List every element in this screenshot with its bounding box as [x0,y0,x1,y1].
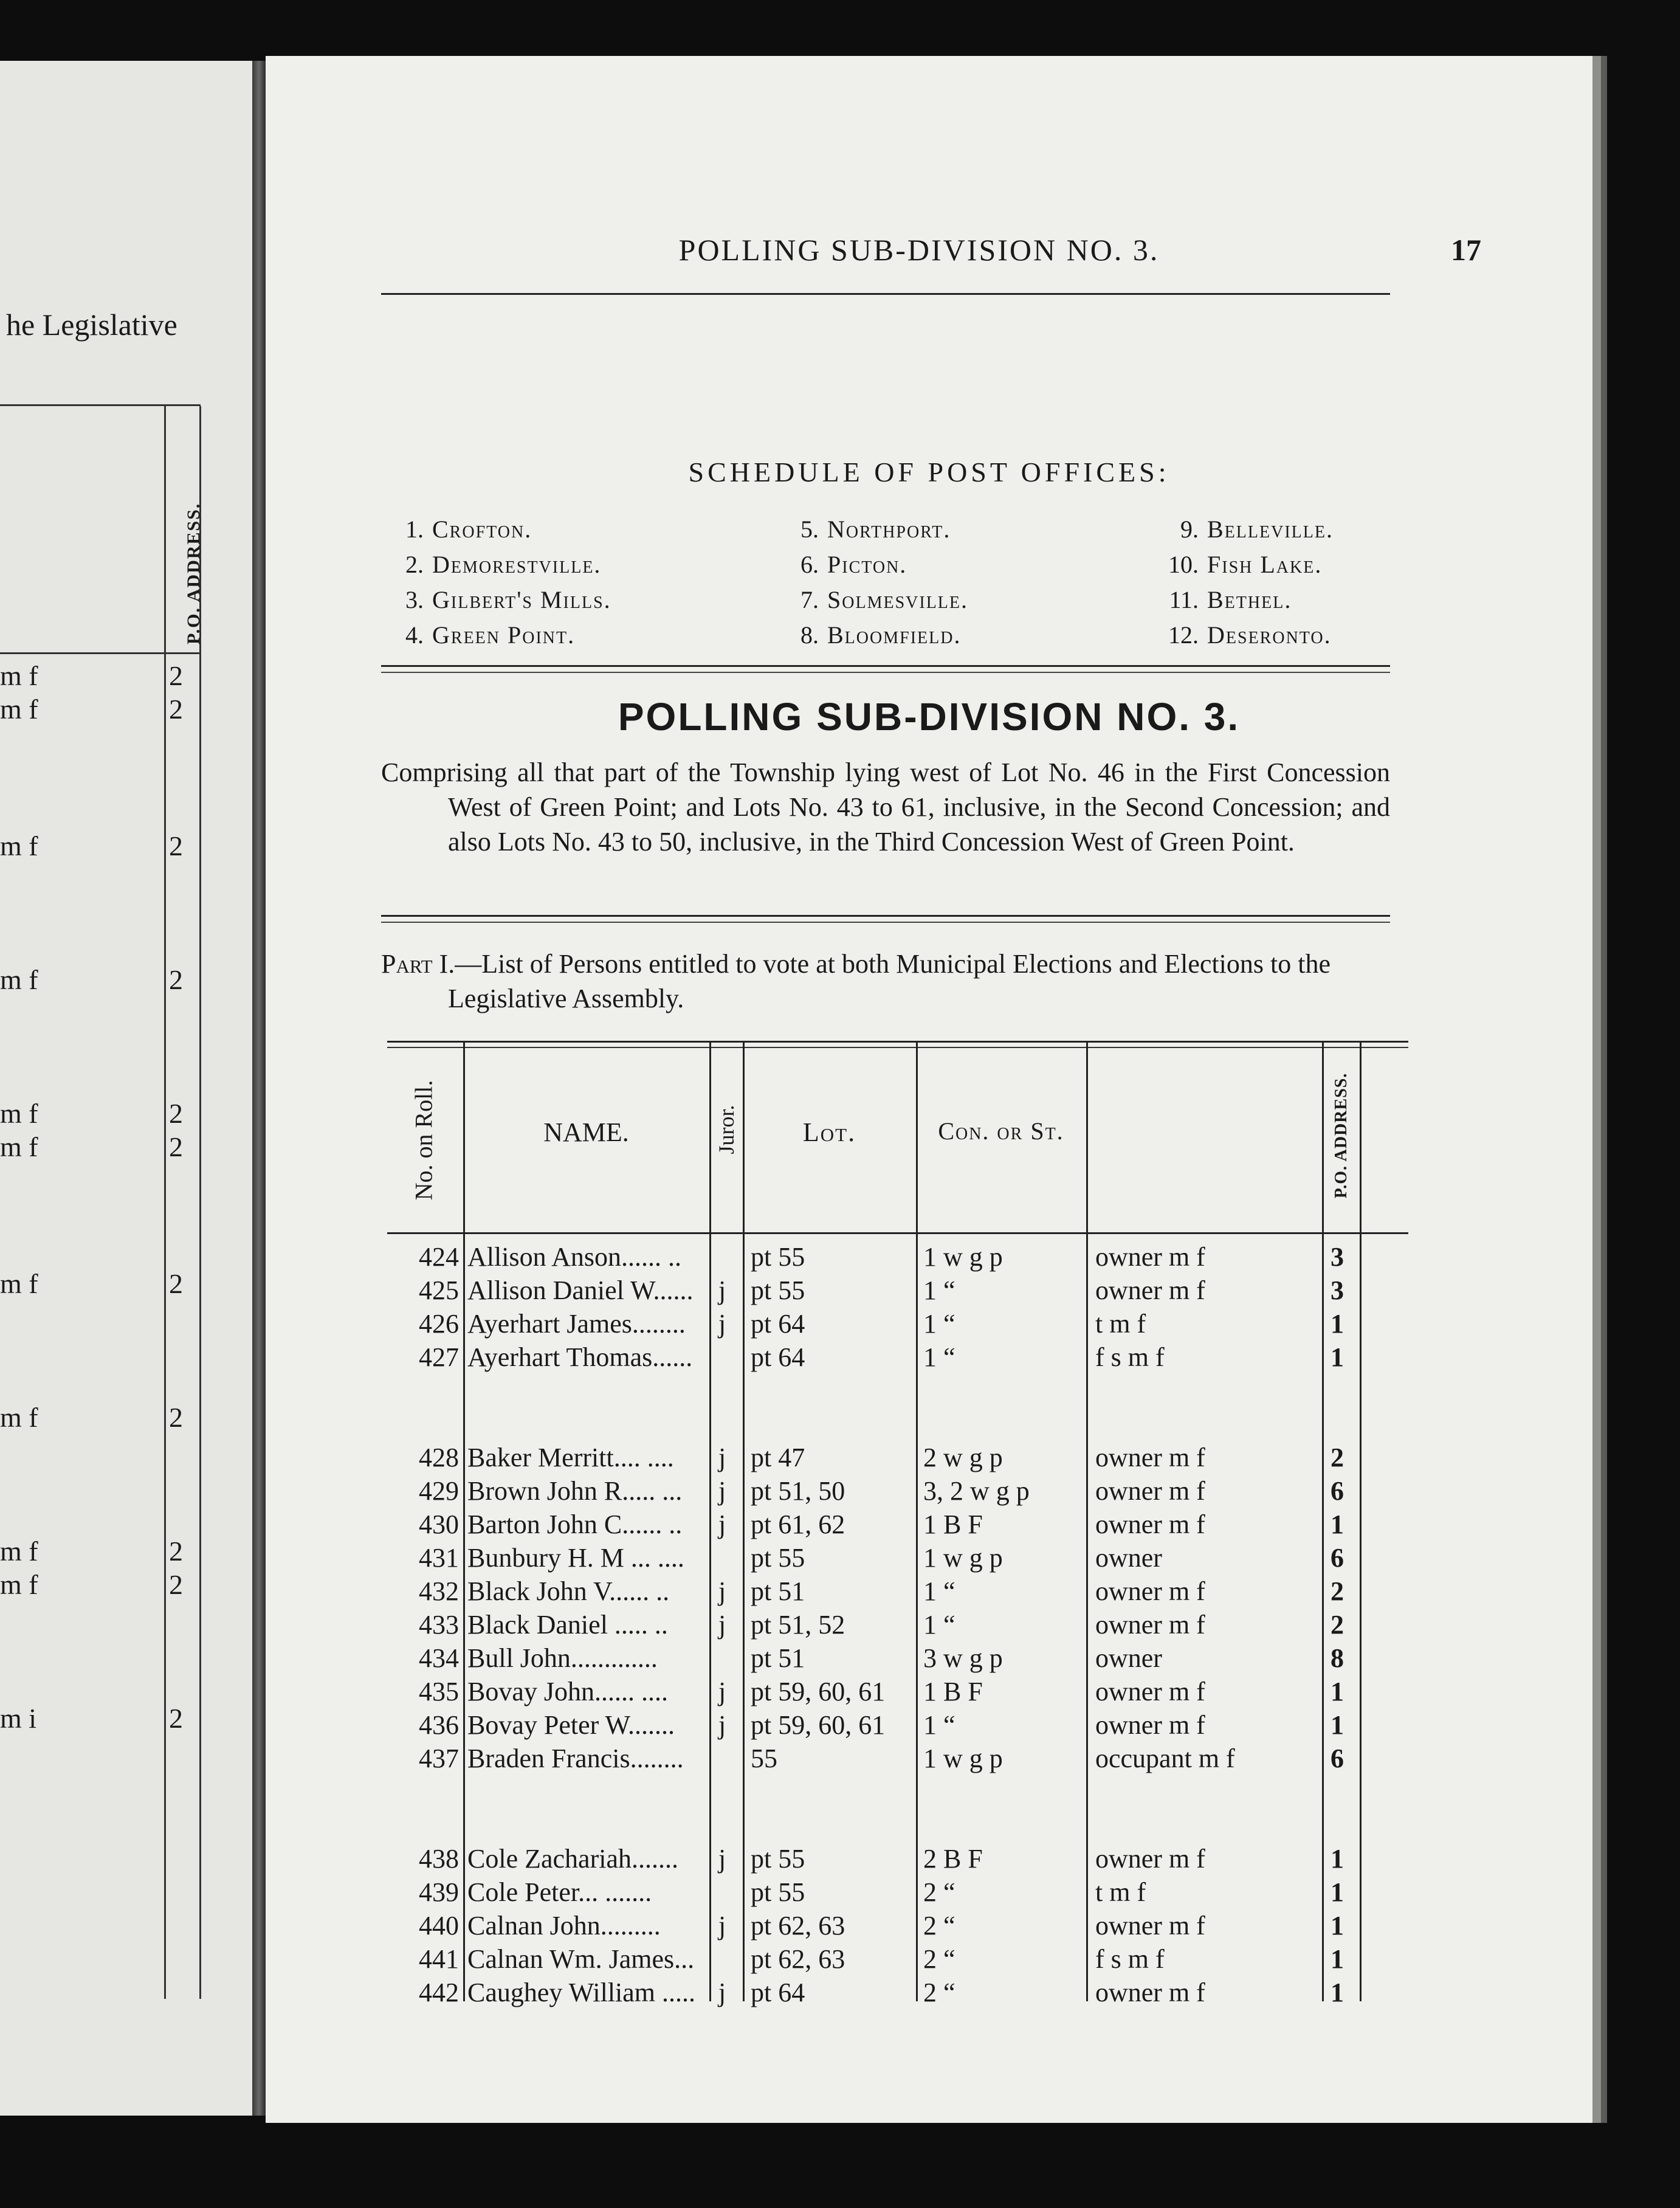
left-page-column-line [164,406,166,1999]
po-address-value: 1 [1331,1844,1344,1874]
post-office-number: 4. [405,621,424,649]
left-page-po-address-header: P.O. ADDRESS. [184,502,204,644]
voter-name: Cole Peter... ....... [467,1877,652,1907]
voter-name: Bunbury H. M ... .... [467,1543,684,1573]
qualification-value: occupant m f [1095,1744,1235,1773]
post-office-item [776,582,968,618]
roll-number: 431 [419,1543,459,1573]
post-office-name: Solmesville. [827,586,968,613]
voter-name: Calnan John......... [467,1911,661,1941]
post-office-number: 8. [800,621,819,649]
left-page-row-mark: m f [0,1536,38,1567]
voter-name: Baker Merritt.... .... [467,1443,674,1472]
post-office-number: 12. [1168,621,1199,649]
qualification-value: owner m f [1095,1844,1205,1874]
left-page-row-address: 2 [169,1569,183,1600]
voter-name: Cole Zachariah....... [467,1844,678,1874]
concession-value: 3 w g p [923,1643,1003,1673]
left-page-row-address: 2 [169,1131,183,1162]
concession-value: 2 w g p [923,1443,1003,1472]
left-page-row-mark: m f [0,1268,38,1299]
table-row [387,1676,1408,1709]
po-address-value: 2 [1331,1576,1344,1606]
post-office-number: 3. [405,586,424,613]
concession-value: 1 w g p [923,1242,1003,1272]
concession-value: 2 “ [923,1877,955,1907]
lot-value: pt 55 [751,1543,805,1573]
po-address-value: 6 [1331,1476,1344,1506]
left-page-row-address: 2 [169,1703,183,1734]
running-title: POLLING SUB-DIVISION NO. 3. [678,233,1160,267]
left-page-row-mark: m f [0,1402,38,1433]
voter-name: Allison Daniel W...... [467,1275,694,1305]
lot-value: 55 [751,1744,777,1773]
concession-value: 2 “ [923,1911,955,1941]
juror-mark: j [718,1509,726,1539]
lot-value: pt 55 [751,1877,805,1907]
post-office-number: 11. [1169,586,1199,613]
voter-name: Barton John C...... .. [467,1509,683,1539]
header-rule [381,293,1390,295]
post-office-item [381,582,611,618]
left-page-row-mark: m f [0,830,38,861]
roll-number: 432 [419,1576,459,1606]
post-office-name: Belleville. [1207,516,1334,543]
post-office-name: Crofton. [432,516,532,543]
qualification-value: t m f [1095,1309,1146,1339]
voter-name: Brown John R..... ... [467,1476,683,1506]
po-address-value: 8 [1331,1643,1344,1673]
header-no-on-roll: No. on Roll. [410,1080,438,1201]
left-page-row-mark: m f [0,1569,38,1600]
juror-mark: j [718,1911,726,1941]
lot-value: pt 61, 62 [751,1509,845,1539]
header-lot: Lot. [802,1117,856,1147]
left-page-row-mark: m f [0,1098,38,1129]
table-row [387,1877,1408,1910]
left-page-title-fragment: he Legislative [6,308,177,342]
qualification-value: owner m f [1095,1610,1205,1640]
voter-name: Caughey William ..... [467,1978,696,2007]
po-address-value: 6 [1331,1543,1344,1573]
post-office-item [776,618,968,653]
part-text: —List of Persons entitled to vote at both Municipal Elections and Elections to the Legislative Assembly. [448,949,1331,1013]
running-header [357,232,1481,269]
po-address-value: 3 [1331,1242,1344,1272]
concession-value: 1 “ [923,1275,955,1305]
post-office-item [381,547,611,582]
roll-number: 440 [419,1911,459,1941]
roll-number: 435 [419,1677,459,1706]
po-address-value: 2 [1331,1443,1344,1472]
qualification-value: owner m f [1095,1509,1205,1539]
qualification-value: owner m f [1095,1911,1205,1941]
lot-value: pt 51, 50 [751,1476,845,1506]
post-office-item [381,512,611,547]
table-row [387,1308,1408,1342]
roll-number: 428 [419,1443,459,1472]
juror-mark: j [718,1844,726,1874]
lot-value: pt 51 [751,1576,805,1606]
post-office-item [776,547,968,582]
lot-value: pt 62, 63 [751,1911,845,1941]
table-row [387,1977,1408,2010]
po-address-value: 1 [1331,1309,1344,1339]
section-description: Comprising all that part of the Township lying west of Lot No. 46 in the First Concession West of Green Point; and Lots No. 43 to 61, inclusive, in the Second Concession; and also Lots No. 43 to 50, inclusive, in the Third Concession West of Green Point. [381,757,1390,857]
post-office-number: 6. [800,551,819,578]
qualification-value: owner [1095,1543,1162,1573]
schedule-title: SCHEDULE OF POST OFFICES: [688,457,1170,488]
post-office-number: 1. [405,516,424,543]
concession-value: 1 “ [923,1342,955,1372]
concession-value: 2 “ [923,1978,955,2007]
voter-name: Calnan Wm. James... [467,1944,695,1974]
qualification-value: owner m f [1095,1242,1205,1272]
juror-mark: j [718,1710,726,1740]
concession-value: 1 w g p [923,1744,1003,1773]
left-page-row-address: 2 [169,1402,183,1433]
juror-mark: j [718,1677,726,1706]
juror-mark: j [718,1275,726,1305]
qualification-value: owner m f [1095,1978,1205,2007]
schedule-column-2 [776,512,968,653]
left-page-row-mark: m f [0,694,38,725]
po-address-value: 1 [1331,1944,1344,1974]
qualification-value: owner m f [1095,1275,1205,1305]
concession-value: 1 “ [923,1576,955,1606]
table-row [387,1442,1408,1475]
qualification-value: owner m f [1095,1677,1205,1706]
post-office-item [1156,618,1334,653]
section-rule [381,665,1390,673]
left-page-row-address: 2 [169,1536,183,1567]
left-page-row-mark: m f [0,660,38,691]
lot-value: pt 47 [751,1443,805,1472]
post-office-name: Bethel. [1207,586,1292,613]
voter-name: Bovay John...... .... [467,1677,668,1706]
table-header-rule [387,1232,1408,1234]
post-office-name: Northport. [827,516,951,543]
post-office-number: 10. [1168,551,1199,578]
table-row [387,1910,1408,1944]
roll-number: 424 [419,1242,459,1272]
lot-value: pt 51, 52 [751,1610,845,1640]
table-row [387,1709,1408,1743]
lot-value: pt 64 [751,1309,805,1339]
roll-number: 427 [419,1342,459,1372]
roll-number: 438 [419,1844,459,1874]
post-office-item [1156,547,1334,582]
po-address-value: 2 [1331,1610,1344,1640]
header-po-address: P.O. ADDRESS. [1332,1072,1351,1199]
book-spine [252,61,266,2116]
page-number: 17 [1451,233,1481,267]
juror-mark: j [718,1443,726,1472]
left-page-row-address: 2 [169,660,183,691]
page [266,56,1592,2123]
post-office-name: Picton. [827,551,907,578]
left-page-rule [0,652,201,654]
post-office-name: Bloomfield. [827,621,962,649]
qualification-value: owner m f [1095,1443,1205,1472]
voter-name: Braden Francis........ [467,1744,684,1773]
concession-value: 1 B F [923,1509,983,1539]
left-page-column-line [199,406,201,1999]
voter-name: Allison Anson...... .. [467,1242,682,1272]
concession-value: 1 “ [923,1710,955,1740]
lot-value: pt 64 [751,1342,805,1372]
post-office-item [776,512,968,547]
table-row [387,1743,1408,1776]
voters-table [387,1041,1408,2026]
qualification-value: f s m f [1095,1944,1165,1974]
po-address-value: 1 [1331,1911,1344,1941]
roll-number: 433 [419,1610,459,1640]
left-page-row-address: 2 [169,1268,183,1299]
po-address-value: 1 [1331,1978,1344,2007]
table-row [387,1609,1408,1643]
qualification-value: owner m f [1095,1710,1205,1740]
post-office-number: 9. [1180,516,1199,543]
left-page-row-mark: m f [0,964,38,995]
roll-number: 442 [419,1978,459,2007]
concession-value: 1 w g p [923,1543,1003,1573]
roll-number: 434 [419,1643,459,1673]
po-address-value: 1 [1331,1677,1344,1706]
left-page-rule [0,404,201,406]
header-name: NAME. [543,1117,629,1147]
post-office-item [381,618,611,653]
lot-value: pt 55 [751,1275,805,1305]
table-row [387,1643,1408,1676]
qualification-value: owner m f [1095,1576,1205,1606]
table-row [387,1475,1408,1509]
juror-mark: j [718,1309,726,1339]
post-office-number: 2. [405,551,424,578]
qualification-value: t m f [1095,1877,1146,1907]
po-address-value: 1 [1331,1342,1344,1372]
left-page-row-address: 2 [169,1098,183,1129]
voter-name: Bovay Peter W....... [467,1710,675,1740]
concession-value: 1 B F [923,1677,983,1706]
lot-value: pt 62, 63 [751,1944,845,1974]
concession-value: 1 “ [923,1309,955,1339]
table-row [387,1509,1408,1542]
post-office-number: 5. [800,516,819,543]
roll-number: 429 [419,1476,459,1506]
voter-name: Ayerhart James........ [467,1309,686,1339]
schedule-column-1 [381,512,611,653]
concession-value: 2 B F [923,1844,983,1874]
qualification-value: owner [1095,1643,1162,1673]
voter-name: Black Daniel ..... .. [467,1610,668,1640]
po-address-value: 1 [1331,1710,1344,1740]
lot-value: pt 59, 60, 61 [751,1710,886,1740]
table-row [387,1542,1408,1576]
left-page-row-mark: m f [0,1131,38,1162]
juror-mark: j [718,1610,726,1640]
left-page-row-address: 2 [169,830,183,861]
table-row [387,1275,1408,1308]
concession-value: 1 “ [923,1610,955,1640]
description-rule [381,915,1390,923]
left-page-fragment [0,61,252,2116]
lot-value: pt 55 [751,1844,805,1874]
po-address-value: 1 [1331,1509,1344,1539]
lot-value: pt 51 [751,1643,805,1673]
table-row [387,1342,1408,1375]
qualification-value: f s m f [1095,1342,1165,1372]
post-office-name: Demorestville. [432,551,602,578]
roll-number: 441 [419,1944,459,1974]
roll-number: 439 [419,1877,459,1907]
juror-mark: j [718,1978,726,2007]
left-page-row-mark: m i [0,1703,37,1734]
roll-number: 436 [419,1710,459,1740]
roll-number: 430 [419,1509,459,1539]
post-office-item [1156,582,1334,618]
part-label: Part I. [381,949,455,979]
voter-name: Black John V...... .. [467,1576,670,1606]
left-page-row-address: 2 [169,694,183,725]
post-office-name: Gilbert's Mills. [432,586,611,613]
table-row [387,1576,1408,1609]
table-top-rule [387,1041,1408,1048]
post-office-item [1156,512,1334,547]
roll-number: 426 [419,1309,459,1339]
voter-name: Ayerhart Thomas...... [467,1342,693,1372]
voter-name: Bull John............. [467,1643,658,1673]
juror-mark: j [718,1576,726,1606]
po-address-value: 1 [1331,1877,1344,1907]
lot-value: pt 64 [751,1978,805,2007]
po-address-value: 6 [1331,1744,1344,1773]
table-row [387,1843,1408,1877]
concession-value: 3, 2 w g p [923,1476,1030,1506]
header-juror: Juror. [714,1105,738,1154]
roll-number: 425 [419,1275,459,1305]
po-address-value: 3 [1331,1275,1344,1305]
qualification-value: owner m f [1095,1476,1205,1506]
juror-mark: j [718,1476,726,1506]
post-office-number: 7. [800,586,819,613]
part-heading [381,947,1402,1016]
roll-number: 437 [419,1744,459,1773]
left-page-row-address: 2 [169,964,183,995]
schedule-column-3 [1156,512,1334,653]
post-office-name: Deseronto. [1207,621,1332,649]
section-title: POLLING SUB-DIVISION NO. 3. [618,695,1241,739]
concession-value: 2 “ [923,1944,955,1974]
header-con-or-st: Con. or St. [938,1117,1064,1145]
lot-value: pt 59, 60, 61 [751,1677,886,1706]
table-row [387,1944,1408,1977]
lot-value: pt 55 [751,1242,805,1272]
table-row [387,1241,1408,1275]
post-office-name: Fish Lake. [1207,551,1323,578]
post-office-name: Green Point. [432,621,576,649]
